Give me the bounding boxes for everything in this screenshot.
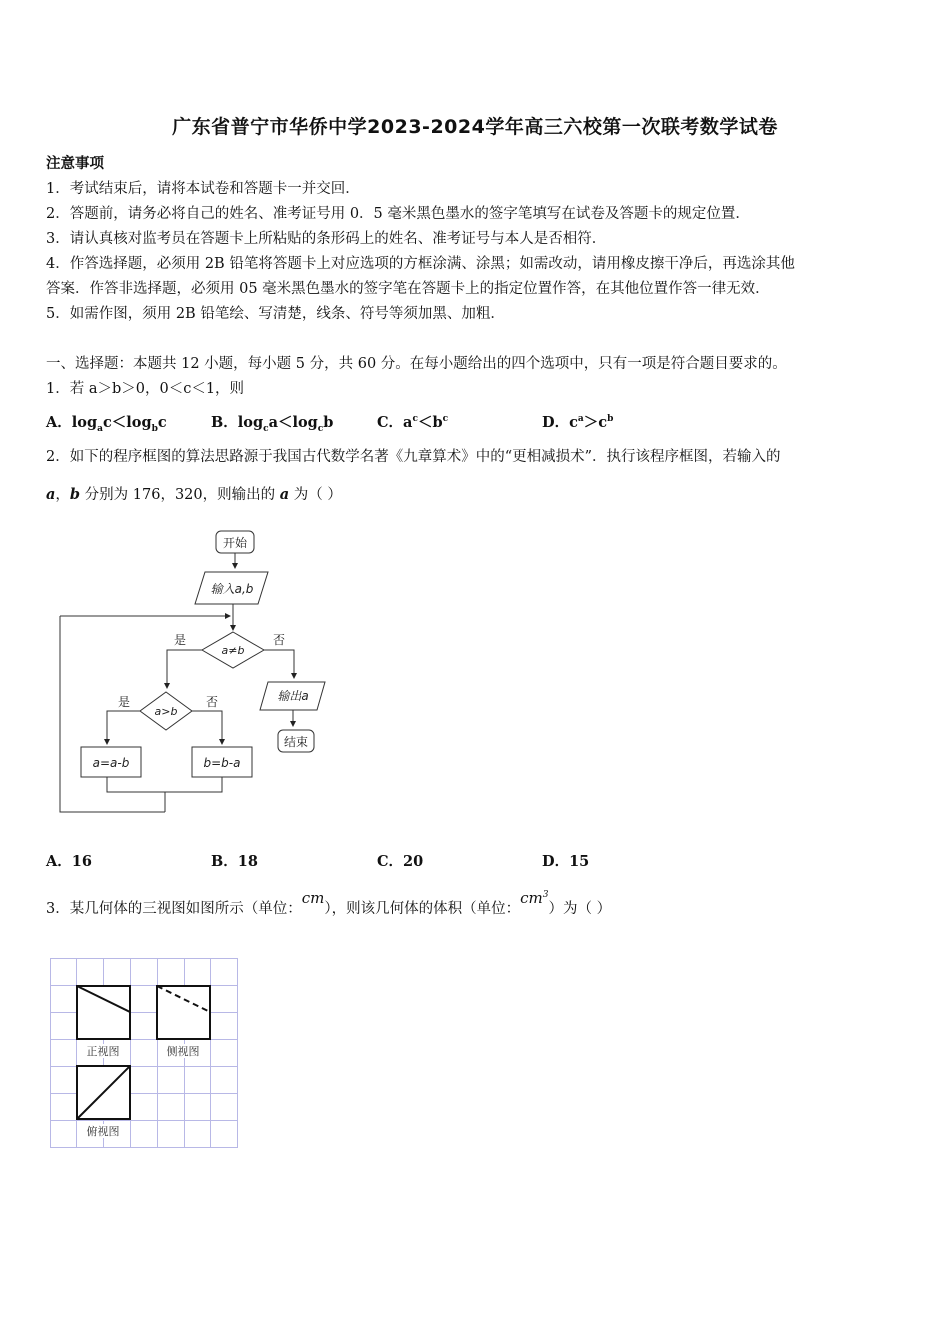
notice-heading: 注意事项 (46, 155, 104, 172)
top-view-label: 俯视图 (86, 1125, 120, 1138)
side-view-label: 侧视图 (166, 1045, 200, 1058)
flow-end-label: 结束 (283, 735, 309, 749)
three-view-figure (50, 958, 240, 1150)
notice-item: 2．答题前，请务必将自己的姓名、准考证号用 0．5 毫米黑色墨水的签字笔填写在试卷及答题卡的规定位置． (46, 206, 750, 222)
section-heading: 一、选择题：本题共 12 小题，每小题 5 分，共 60 分。在每小题给出的四个选项中，只有一项是符合题目要求的。 (46, 356, 787, 372)
q1-option-b[interactable]: B．$\log_ca<\log_cb$ (211, 414, 334, 434)
q3-stem: 3．某几何体的三视图如图所示（单位：cm），则该几何体的体积（单位：$cm^3$）为（ ） (46, 889, 612, 917)
q2-option-d[interactable]: D．15 (542, 853, 590, 870)
flow-start-label: 开始 (222, 536, 248, 550)
q2-option-a[interactable]: A．16 (46, 853, 92, 870)
flowchart (50, 522, 350, 822)
notice-item: 4．作答选择题，必须用 2B 铅笔将答题卡上对应选项的方框涂满、涂黑；如需改动，请用橡皮擦干净后，再选涂其他 (46, 256, 795, 272)
q2-stem-line1: 2．如下的程序框图的算法思路源于我国古代数学名著《九章算术》中的“更相减损术”．执行该程序框图，若输入的 (46, 449, 781, 465)
notice-item: 3．请认真核对监考员在答题卡上所粘贴的条形码上的姓名、准考证号与本人是否相符． (46, 231, 607, 247)
q1-stem: 1．若 a＞b＞0，0＜c＜1，则 (46, 381, 245, 397)
flow-output-label: 输出a (277, 689, 309, 703)
flow-assign2-label: b=b-a (203, 756, 241, 770)
notice-item: 5．如需作图，须用 2B 铅笔绘、写清楚，线条、符号等须加黑、加粗． (46, 306, 505, 322)
page-title: 广东省普宁市华侨中学2023-2024学年高三六校第一次联考数学试卷 (172, 116, 778, 138)
q2-option-b[interactable]: B．18 (211, 853, 258, 870)
front-view-label: 正视图 (86, 1045, 120, 1058)
flow-assign1-label: a=a-b (92, 756, 130, 770)
flow-yes-label: 是 (173, 633, 187, 647)
flow-cond1-label: a≠b (221, 644, 245, 657)
flow-no-label: 否 (205, 695, 219, 709)
q2-stem-line2: a，b 分别为 176，320，则输出的 a 为（ ） (46, 486, 342, 503)
side-view-square (157, 986, 210, 1039)
flow-no-label: 否 (272, 633, 286, 647)
q1-option-c[interactable]: C．$a^c<b^c$ (377, 414, 449, 431)
notice-item: 答案．作答非选择题，必须用 05 毫米黑色墨水的签字笔在答题卡上的指定位置作答，在其他位置作答一律无效． (46, 281, 770, 297)
flow-input-label: 输入a,b (210, 582, 254, 596)
flow-yes-label: 是 (117, 695, 131, 709)
notice-item: 1．考试结束后，请将本试卷和答题卡一并交回． (46, 181, 360, 197)
flow-cond2-label: a>b (154, 705, 178, 718)
q2-option-c[interactable]: C．20 (377, 853, 424, 870)
front-view-square (77, 986, 130, 1039)
q1-option-d[interactable]: D．$c^a>c^b$ (542, 414, 614, 431)
q1-option-a[interactable]: A．$\log_ac<\log_bc$ (46, 414, 167, 434)
